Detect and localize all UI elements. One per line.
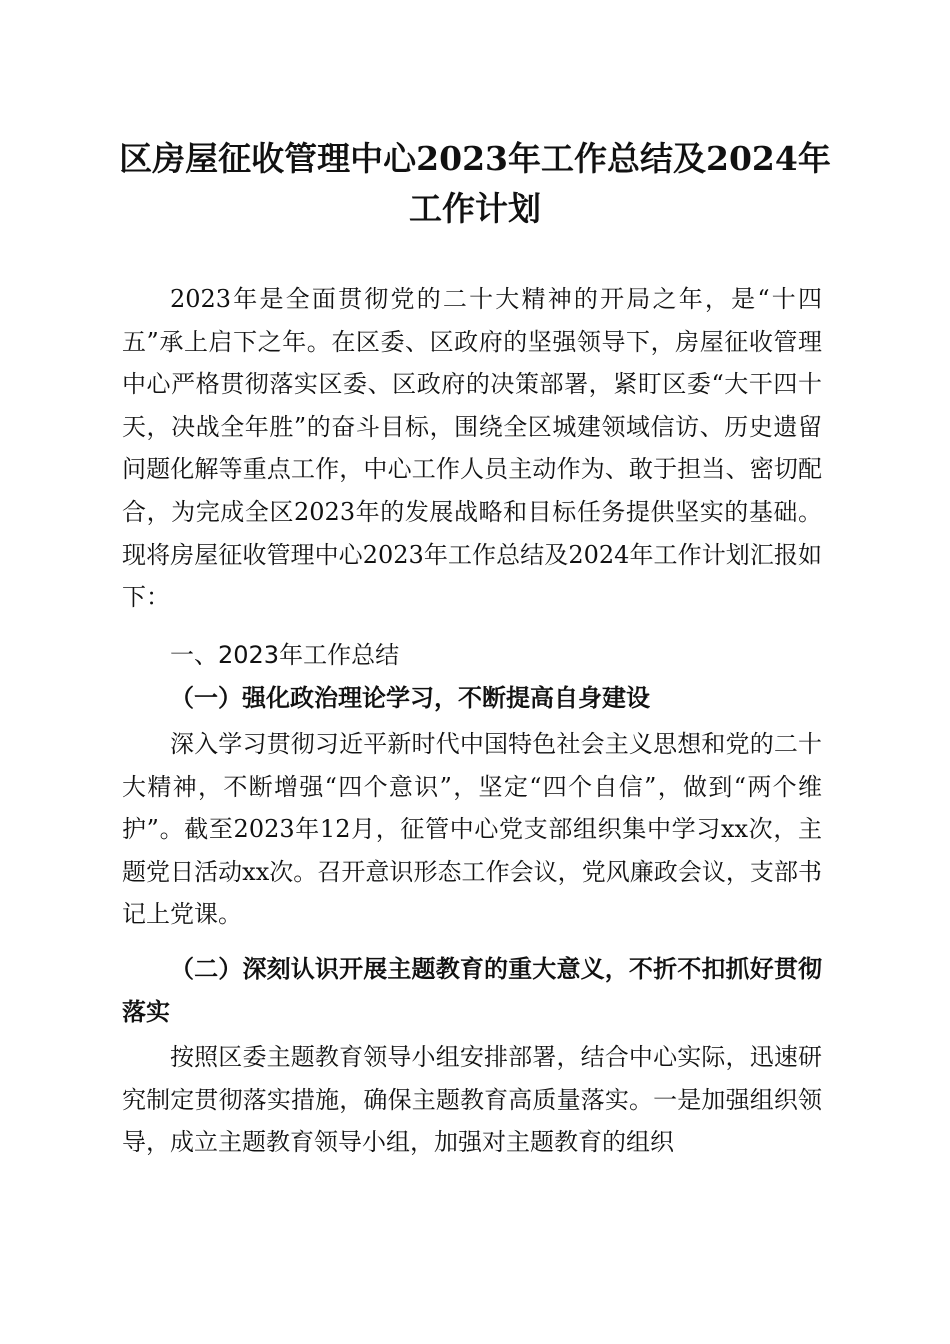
subsection-body-theme-education: 按照区委主题教育领导小组安排部署，结合中心实际，迅速研究制定贯彻落实措施，确保主题教育高质量落实。一是加强组织领导，成立主题教育领导小组，加强对主题教育的组织 xyxy=(122,1043,822,1157)
subsection-body-political-study: 深入学习贯彻习近平新时代中国特色社会主义思想和党的二十大精神，不断增强“四个意识”，坚定“四个自信”，做到“两个维护”。截至2023年12月，征管中心党支部组织集中学习xx次，主题党日活动xx次。召开意识形态工作会议，党风廉政会议，支部书记上党课。 xyxy=(122,730,822,929)
subsection-heading-theme-education: （二）深刻认识开展主题教育的重大意义，不折不扣抓好贯彻落实 xyxy=(122,955,822,1026)
intro-paragraph: 2023年是全面贯彻党的二十大精神的开局之年，是“十四五”承上启下之年。在区委、区政府的坚强领导下，房屋征收管理中心严格贯彻落实区委、区政府的决策部署，紧盯区委“大干四十天，决战全年胜”的奋斗目标，围绕全区城建领域信访、历史遗留问题化解等重点工作，中心工作人员主动作为、敢于担当、密切配合，为完成全区2023年的发展战略和目标任务提供坚实的基础。现将房屋征收管理中心2023年工作总结及2024年工作计划汇报如下： xyxy=(122,285,822,612)
document-title: 区房屋征收管理中心2023年工作总结及2024年工作计划 xyxy=(119,139,831,228)
section-heading-2023-summary: 一、2023年工作总结 xyxy=(170,641,400,669)
subsection-heading-political-study: （一）强化政治理论学习，不断提高自身建设 xyxy=(170,684,650,712)
